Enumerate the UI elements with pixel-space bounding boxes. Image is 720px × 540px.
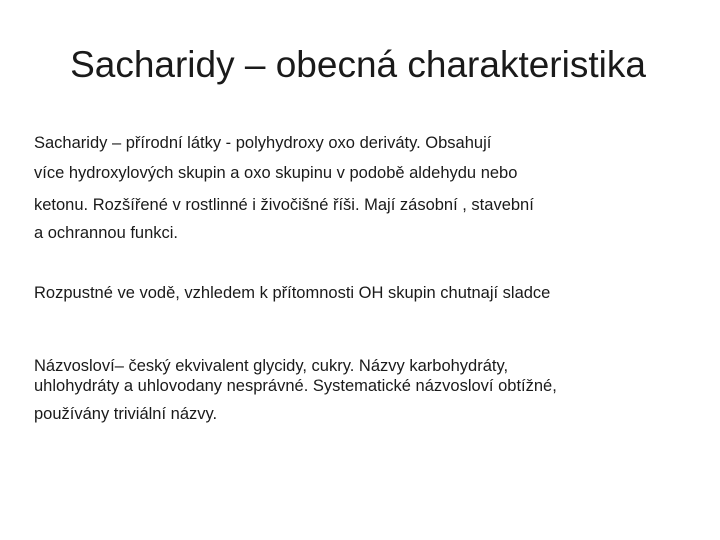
paragraph-line: více hydroxylových skupin a oxo skupinu v podobě aldehydu nebo [34,164,518,182]
paragraph-line: a ochrannou funkci. [34,224,179,242]
paragraph-line: Sacharidy – přírodní látky - polyhydroxy oxo deriváty. Obsahují [34,134,492,152]
paragraph-line: uhlohydráty a uhlovodany nesprávné. Systematické názvosloví obtížné, [34,377,557,395]
paragraph-line: Názvosloví– český ekvivalent glycidy, cukry. Názvy karbohydráty, [34,357,509,375]
paragraph-line: používány triviální názvy. [34,405,218,423]
paragraph-line: ketonu. Rozšířené v rostlinné i živočišné říši. Mají zásobní , stavební [34,196,534,214]
slide-title: Sacharidy – obecná charakteristika [70,44,646,85]
paragraph-line: Rozpustné ve vodě, vzhledem k přítomnosti OH skupin chutnají sladce [34,284,551,302]
